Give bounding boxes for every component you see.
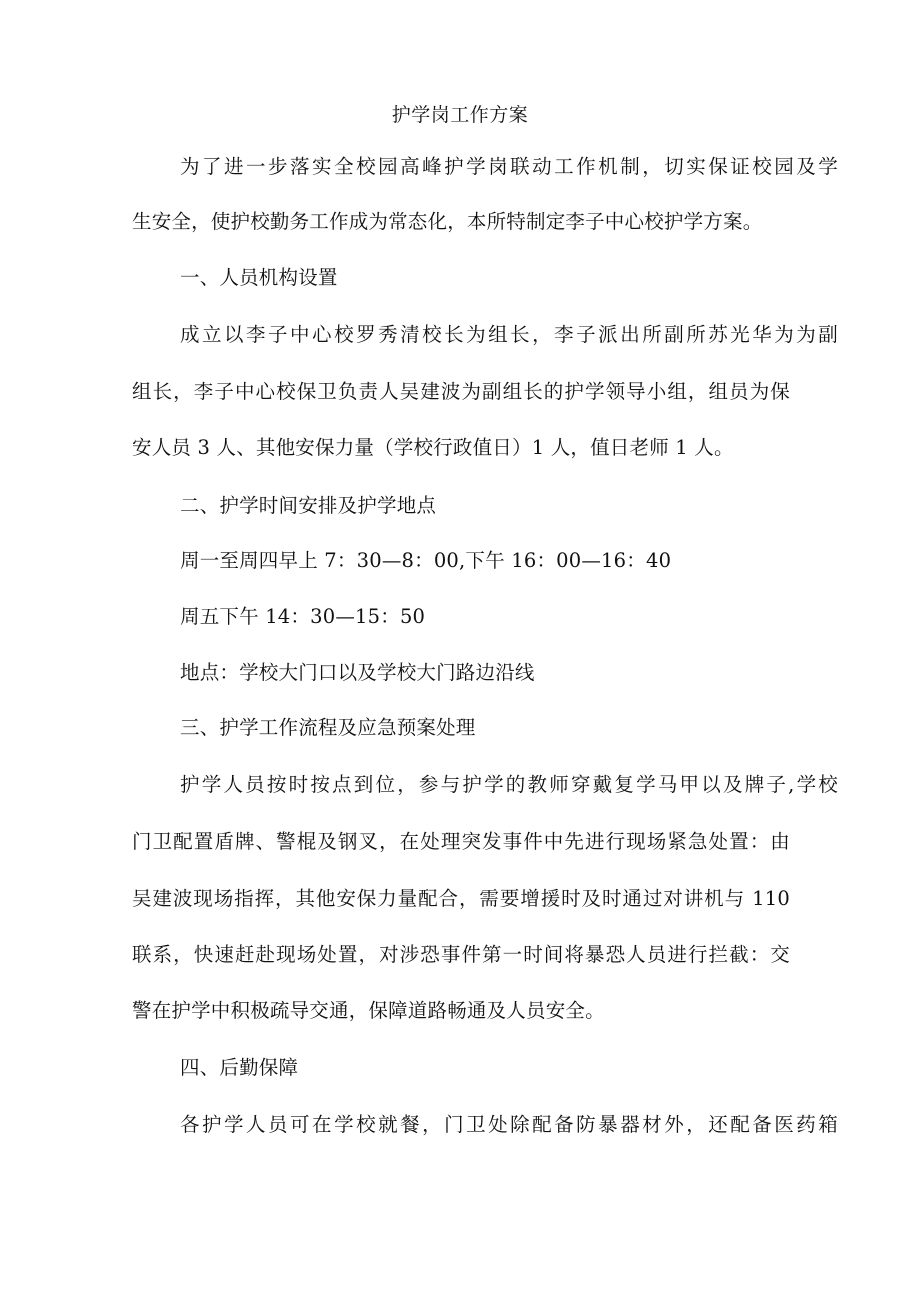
page-title: 护学岗工作方案 bbox=[391, 104, 529, 126]
paragraph-procedure-line-3: 吴建波现场指挥，其他安保力量配合，需要增援时及时通过对讲机与 110 bbox=[132, 887, 790, 910]
section-heading-schedule: 二、护学时间安排及护学地点 bbox=[180, 494, 437, 517]
paragraph-procedure-line-1: 护学人员按时按点到位，参与护学的教师穿戴复学马甲以及牌子,学校 bbox=[180, 773, 838, 796]
section-heading-personnel: 一、人员机构设置 bbox=[180, 266, 338, 289]
section-heading-procedure: 三、护学工作流程及应急预案处理 bbox=[180, 716, 476, 739]
paragraph-intro-line-1: 为了进一步落实全校园高峰护学岗联动工作机制，切实保证校园及学 bbox=[180, 155, 838, 178]
paragraph-procedure-line-5: 警在护学中积极疏导交通，保障道路畅通及人员安全。 bbox=[132, 999, 605, 1022]
paragraph-personnel-line-1: 成立以李子中心校罗秀清校长为组长，李子派出所副所苏光华为为副 bbox=[180, 323, 838, 346]
schedule-location: 地点：学校大门口以及学校大门路边沿线 bbox=[180, 661, 535, 684]
paragraph-personnel-line-3: 安人员 3 人、其他安保力量（学校行政值日）1 人，值日老师 1 人。 bbox=[132, 436, 734, 459]
schedule-friday: 周五下午 14：30—15：50 bbox=[180, 605, 426, 628]
paragraph-personnel-line-2: 组长，李子中心校保卫负责人吴建波为副组长的护学领导小组，组员为保 bbox=[132, 380, 790, 403]
paragraph-logistics-line-1: 各护学人员可在学校就餐，门卫处除配备防暴器材外，还配备医药箱 bbox=[180, 1113, 838, 1136]
paragraph-intro-line-2: 生安全，使护校勤务工作成为常态化，本所特制定李子中心校护学方案。 bbox=[132, 210, 763, 233]
paragraph-procedure-line-2: 门卫配置盾牌、警棍及钢叉，在处理突发事件中先进行现场紧急处置：由 bbox=[132, 830, 790, 853]
paragraph-procedure-line-4: 联系，快速赶赴现场处置，对涉恐事件第一时间将暴恐人员进行拦截：交 bbox=[132, 943, 790, 966]
section-heading-logistics: 四、后勤保障 bbox=[180, 1056, 299, 1079]
schedule-weekdays: 周一至周四早上 7：30—8：00,下午 16：00—16：40 bbox=[180, 549, 672, 572]
